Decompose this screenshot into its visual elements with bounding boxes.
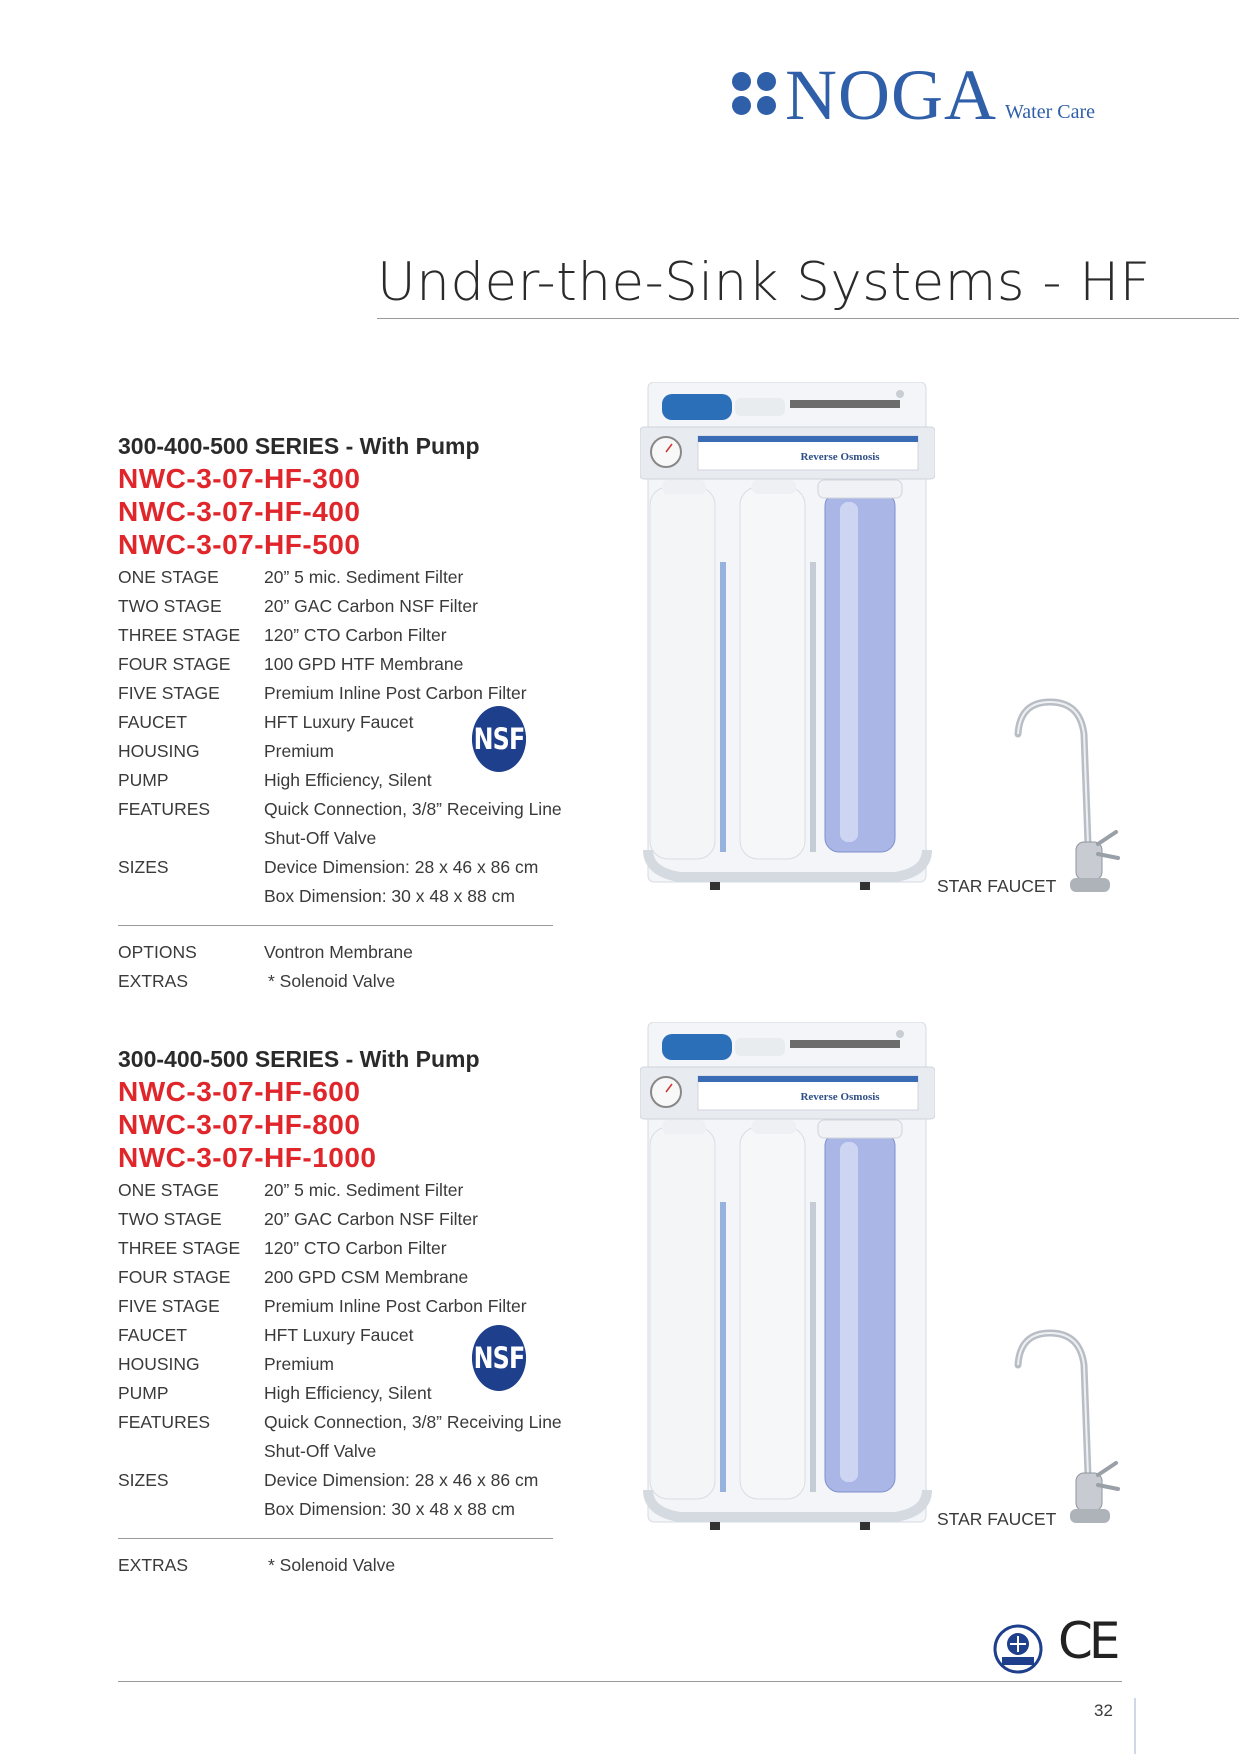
spec-row <box>118 795 638 824</box>
spec-label: PUMP <box>118 1383 169 1403</box>
spec-label: FIVE STAGE <box>118 1296 220 1316</box>
spec-value: Quick Connection, 3/8” Receiving Line <box>264 1412 562 1432</box>
series-heading: 300-400-500 SERIES - With Pump <box>118 1046 480 1072</box>
spec-row <box>118 679 638 708</box>
product-block <box>118 1043 638 1580</box>
spec-row <box>118 882 638 911</box>
extras-row <box>118 967 638 996</box>
spec-value: * Solenoid Valve <box>268 971 396 991</box>
spec-value: 100 GPD HTF Membrane <box>264 654 464 674</box>
spec-value: High Efficiency, Silent <box>264 770 432 790</box>
nsf-certification-badge: NSF <box>472 1325 526 1391</box>
model-number: NWC-3-07-HF-500 <box>118 529 361 560</box>
spec-label: ONE STAGE <box>118 1180 219 1200</box>
spec-row <box>118 708 638 737</box>
product-block <box>118 430 638 996</box>
spec-value: HFT Luxury Faucet <box>264 712 414 732</box>
ro-system-image <box>640 382 935 922</box>
spec-row <box>118 824 638 853</box>
page-title: Under-the-Sink Systems - HF <box>377 252 1151 313</box>
spec-label <box>118 1437 264 1466</box>
spec-list <box>118 563 638 911</box>
spec-label <box>118 882 264 911</box>
spec-row <box>118 1292 638 1321</box>
spec-value: Premium <box>264 741 335 761</box>
spec-label: FAUCET <box>118 1325 188 1345</box>
spec-label: SIZES <box>118 1470 169 1490</box>
spec-label <box>118 824 264 853</box>
nsf-certification-badge: NSF <box>472 706 526 772</box>
ce-mark-icon: CE <box>1058 1612 1117 1670</box>
ro-system-image <box>640 1022 935 1562</box>
spec-label: FOUR STAGE <box>118 1267 231 1287</box>
spec-value: Premium <box>264 1354 335 1374</box>
spec-value: 20” 5 mic. Sediment Filter <box>264 1180 464 1200</box>
spec-value: 120” CTO Carbon Filter <box>264 1238 447 1258</box>
spec-row <box>118 1263 638 1292</box>
title-divider <box>377 318 1239 319</box>
spec-row <box>118 621 638 650</box>
spec-value: Shut-Off Valve <box>264 828 377 848</box>
spec-row <box>118 1495 638 1524</box>
spec-value: Premium Inline Post Carbon Filter <box>264 683 527 703</box>
spec-row <box>118 1408 638 1437</box>
faucet-label: STAR FAUCET <box>937 1509 1057 1529</box>
spec-label: HOUSING <box>118 1354 200 1374</box>
spec-row <box>118 766 638 795</box>
spec-label: FAUCET <box>118 712 188 732</box>
spec-value: 200 GPD CSM Membrane <box>264 1267 469 1287</box>
model-number: NWC-3-07-HF-1000 <box>118 1142 377 1173</box>
spec-label: FOUR STAGE <box>118 654 231 674</box>
section-divider <box>118 925 553 926</box>
extras-row <box>118 1551 638 1580</box>
spec-row <box>118 650 638 679</box>
spec-label: TWO STAGE <box>118 1209 222 1229</box>
logo-wordmark: NOGA <box>785 55 997 135</box>
spec-value: 120” CTO Carbon Filter <box>264 625 447 645</box>
unit-label: Reverse Osmosis <box>800 451 880 463</box>
unit-label: Reverse Osmosis <box>800 1091 880 1103</box>
spec-value: Shut-Off Valve <box>264 1441 377 1461</box>
footer-divider <box>118 1681 1122 1682</box>
spec-label: THREE STAGE <box>118 1238 241 1258</box>
spec-row <box>118 1466 638 1495</box>
page-edge-bar <box>1134 1698 1136 1754</box>
model-number: NWC-3-07-HF-400 <box>118 496 361 527</box>
spec-row <box>118 737 638 766</box>
spec-value: 20” GAC Carbon NSF Filter <box>264 596 478 616</box>
spec-row <box>118 1176 638 1205</box>
page-number: 32 <box>1094 1701 1113 1720</box>
spec-row <box>118 1379 638 1408</box>
logo-dots-icon <box>732 72 779 118</box>
spec-label: FEATURES <box>118 1412 211 1432</box>
spec-label <box>118 1495 264 1524</box>
spec-row <box>118 1437 638 1466</box>
logo-tagline: Water Care <box>1004 101 1095 123</box>
spec-label: THREE STAGE <box>118 625 241 645</box>
spec-label: FEATURES <box>118 799 211 819</box>
section-divider <box>118 1538 553 1539</box>
spec-value: Device Dimension: 28 x 46 x 86 cm <box>264 1470 539 1490</box>
spec-value: Premium Inline Post Carbon Filter <box>264 1296 527 1316</box>
spec-value: 20” GAC Carbon NSF Filter <box>264 1209 478 1229</box>
spec-value: Device Dimension: 28 x 46 x 86 cm <box>264 857 539 877</box>
spec-value: Vontron Membrane <box>264 942 413 962</box>
extras-row <box>118 938 638 967</box>
star-faucet-image <box>1010 694 1135 904</box>
spec-label: PUMP <box>118 770 169 790</box>
spec-value: 20” 5 mic. Sediment Filter <box>264 567 464 587</box>
spec-label: EXTRAS <box>118 971 189 991</box>
spec-row <box>118 1321 638 1350</box>
spec-label: OPTIONS <box>118 942 197 962</box>
spec-row <box>118 1350 638 1379</box>
spec-row <box>118 563 638 592</box>
spec-list <box>118 1176 638 1524</box>
isoqar-certification-icon <box>993 1624 1043 1674</box>
model-number: NWC-3-07-HF-300 <box>118 463 361 494</box>
spec-row <box>118 592 638 621</box>
spec-row <box>118 853 638 882</box>
spec-label: FIVE STAGE <box>118 683 220 703</box>
spec-label: SIZES <box>118 857 169 877</box>
spec-value: HFT Luxury Faucet <box>264 1325 414 1345</box>
spec-label: HOUSING <box>118 741 200 761</box>
model-number: NWC-3-07-HF-600 <box>118 1076 361 1107</box>
spec-label: TWO STAGE <box>118 596 222 616</box>
spec-row <box>118 1234 638 1263</box>
spec-value: High Efficiency, Silent <box>264 1383 432 1403</box>
spec-value: Box Dimension: 30 x 48 x 88 cm <box>264 886 515 906</box>
faucet-label: STAR FAUCET <box>937 876 1057 896</box>
spec-label: ONE STAGE <box>118 567 219 587</box>
spec-label: EXTRAS <box>118 1555 189 1575</box>
spec-value: * Solenoid Valve <box>268 1555 396 1575</box>
spec-value: Box Dimension: 30 x 48 x 88 cm <box>264 1499 515 1519</box>
star-faucet-image <box>1010 1325 1135 1535</box>
spec-row <box>118 1205 638 1234</box>
series-heading: 300-400-500 SERIES - With Pump <box>118 433 480 459</box>
spec-value: Quick Connection, 3/8” Receiving Line <box>264 799 562 819</box>
model-number: NWC-3-07-HF-800 <box>118 1109 361 1140</box>
brand-logo <box>732 55 1095 135</box>
